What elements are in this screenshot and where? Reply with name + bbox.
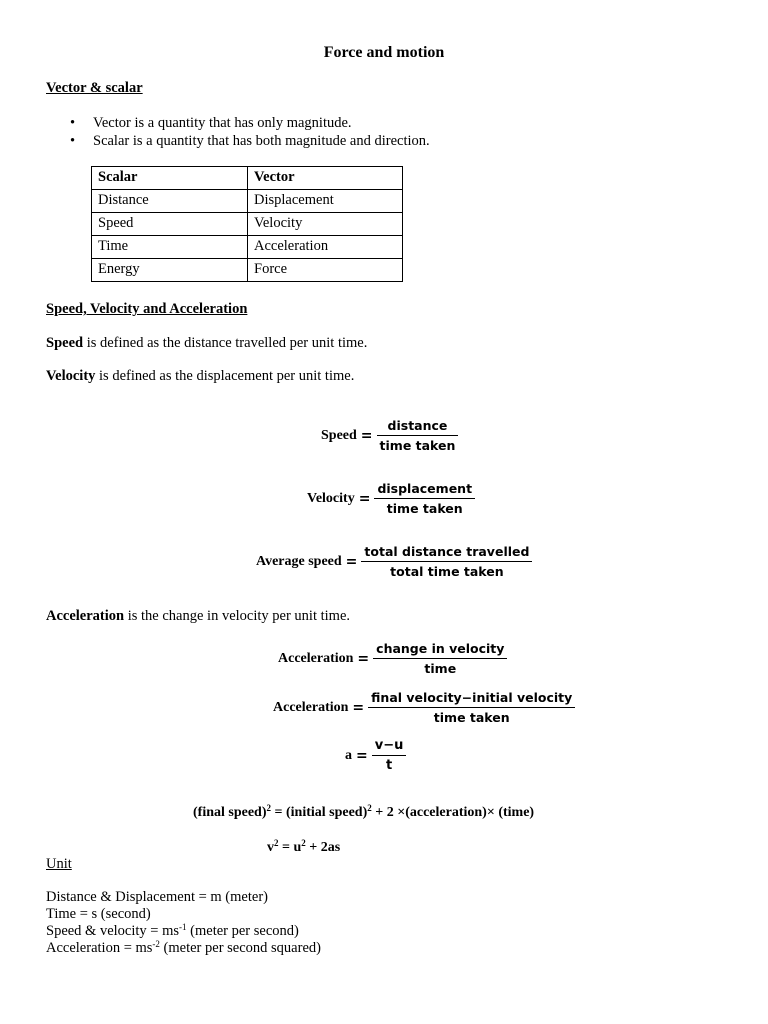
table-cell: Force (248, 259, 403, 282)
equation-lhs: Average speed (256, 553, 342, 569)
equation-lhs: a (345, 747, 352, 763)
superscript: -1 (179, 922, 187, 932)
table-cell: Time (92, 236, 248, 259)
equation-lhs: Speed (321, 427, 357, 443)
table-cell: Distance (92, 190, 248, 213)
acceleration-definition (46, 608, 350, 625)
definition-text: is defined as the distance travelled per unit time. (83, 335, 368, 351)
units-list (46, 889, 321, 957)
numerator: total distance travelled (364, 544, 530, 559)
page-title: Force and motion (323, 44, 445, 61)
table-cell: Energy (92, 259, 248, 282)
equation-acceleration-final-initial (273, 690, 575, 725)
unit-line: Distance & Displacement = m (meter) (46, 889, 268, 905)
superscript: 2 (367, 803, 372, 813)
numerator: v−u (374, 738, 404, 753)
unit-text: Speed & velocity = ms (46, 923, 180, 939)
unit-line (46, 923, 321, 940)
superscript: 2 (266, 803, 271, 813)
superscript: 2 (274, 838, 279, 848)
table-header-cell: Vector (248, 167, 403, 190)
fraction (374, 481, 475, 516)
fraction (377, 418, 459, 453)
equation-lhs: Acceleration (273, 699, 349, 715)
fraction (372, 738, 407, 773)
velocity-definition (46, 368, 354, 385)
definition-list (46, 114, 430, 150)
equals-sign: = (358, 490, 371, 507)
denominator: time taken (374, 498, 475, 516)
equals-sign: = (352, 699, 365, 716)
table-header-row (92, 167, 403, 190)
table-row (92, 259, 403, 282)
fraction (361, 544, 532, 579)
equals-sign: = (345, 553, 358, 570)
scalar-vector-table (91, 166, 403, 282)
table-row (92, 213, 403, 236)
unit-text: (meter per second squared) (159, 940, 321, 956)
denominator: total time taken (361, 561, 532, 579)
term: Speed (46, 335, 84, 351)
list-item: • Scalar is a quantity that has both magnitude and direction. (46, 132, 430, 150)
formula-part: + 2as (305, 840, 341, 855)
short-motion-formula (267, 840, 340, 856)
unit-line (46, 940, 321, 957)
equation-lhs: Acceleration (278, 650, 354, 666)
definition-text: is the change in velocity per unit time. (124, 608, 351, 624)
equals-sign: = (356, 747, 368, 764)
equation-a-vu-t (345, 738, 406, 773)
formula-part: + 2 ×(acceleration)× (time) (371, 805, 535, 820)
term: Acceleration (46, 608, 125, 624)
table-cell: Speed (92, 213, 248, 236)
definition-text: is defined as the displacement per unit time. (95, 368, 355, 384)
denominator: t (372, 755, 407, 773)
unit-line: Time = s (second) (46, 906, 151, 922)
table-row (92, 190, 403, 213)
numerator: final velocity−initial velocity (371, 690, 573, 705)
list-item: • Vector is a quantity that has only magnitude. (46, 114, 430, 132)
numerator: displacement (377, 481, 473, 496)
formula-part: v (267, 840, 274, 855)
equation-average-speed (256, 544, 532, 579)
term: Velocity (46, 368, 96, 384)
table-header-cell: Scalar (92, 167, 248, 190)
fraction (373, 641, 507, 676)
fraction (368, 690, 575, 725)
equals-sign: = (357, 650, 370, 667)
numerator: change in velocity (376, 641, 505, 656)
equation-acceleration-change (278, 641, 507, 676)
motion-formula (193, 805, 534, 821)
speed-definition (46, 335, 367, 352)
denominator: time taken (368, 707, 575, 725)
table-cell: Velocity (248, 213, 403, 236)
section-heading-vector-scalar: Vector & scalar (46, 80, 143, 96)
numerator: distance (387, 418, 448, 433)
denominator: time (373, 658, 507, 676)
superscript: -2 (152, 939, 160, 949)
superscript: 2 (301, 838, 306, 848)
formula-part: = u (278, 840, 302, 855)
denominator: time taken (377, 435, 459, 453)
unit-text: Acceleration = ms (46, 940, 153, 956)
equation-lhs: Velocity (307, 490, 355, 506)
table-cell: Acceleration (248, 236, 403, 259)
equation-velocity (307, 481, 475, 516)
unit-text: (meter per second) (186, 923, 299, 939)
section-heading-speed-velocity: Speed, Velocity and Acceleration (46, 301, 248, 317)
table-cell: Displacement (248, 190, 403, 213)
formula-part: = (initial speed) (271, 805, 368, 820)
equation-speed (321, 418, 458, 453)
equals-sign: = (360, 427, 373, 444)
table-row (92, 236, 403, 259)
units-heading: Unit (46, 856, 72, 872)
formula-part: (final speed) (193, 805, 267, 820)
